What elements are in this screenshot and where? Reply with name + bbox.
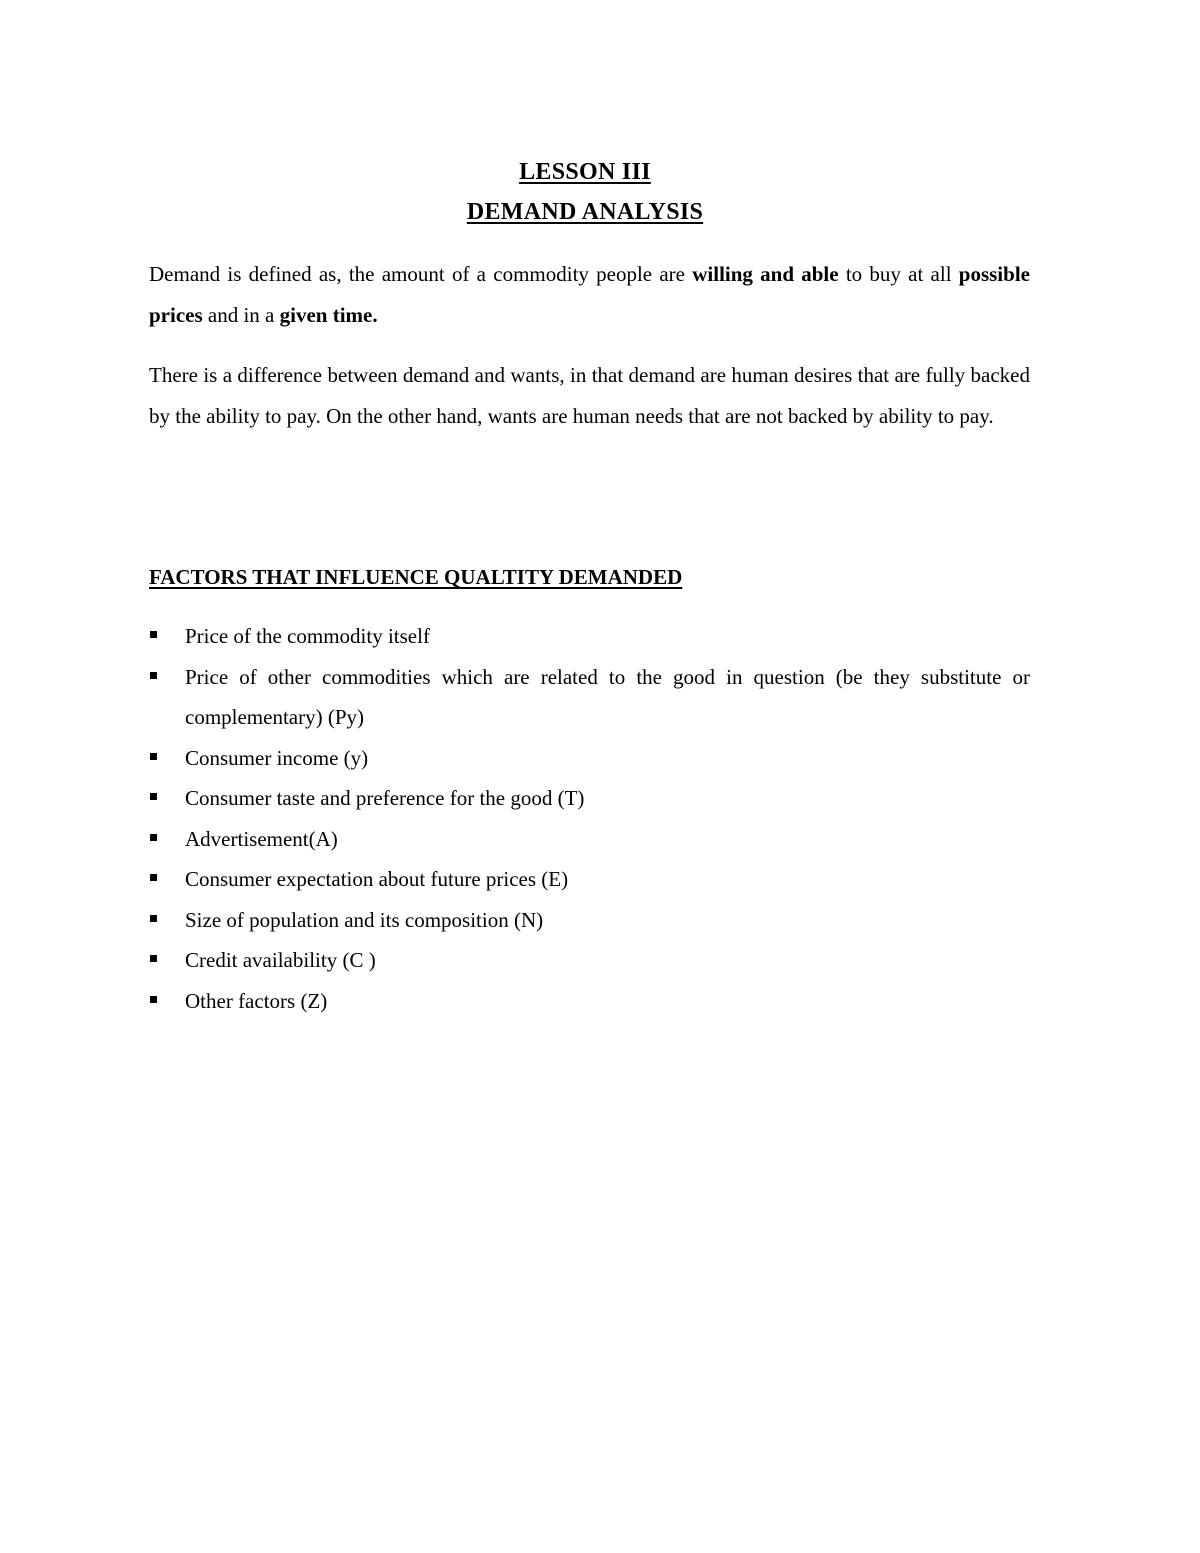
square-bullet-icon	[150, 672, 157, 679]
title-block	[0, 152, 1170, 232]
square-bullet-icon	[150, 955, 157, 962]
square-bullet-icon	[150, 631, 157, 638]
definition-emphasis-1: willing and able	[692, 262, 839, 286]
square-bullet-icon	[150, 996, 157, 1003]
square-bullet-icon	[150, 874, 157, 881]
definition-text-3: and in a	[202, 302, 280, 327]
list-item-text: Consumer taste and preference for the good (T)	[185, 786, 585, 810]
list-item	[149, 738, 1030, 779]
list-item-text: Consumer expectation about future prices (E)	[185, 867, 569, 891]
factors-heading: FACTORS THAT INFLUENCE QUALTITY DEMANDED	[149, 565, 683, 589]
definition-emphasis-3: given time.	[279, 302, 378, 327]
square-bullet-icon	[150, 793, 157, 800]
definition-paragraph	[149, 254, 1030, 335]
difference-paragraph: There is a difference between demand and wants, in that demand are human desires that are fully backed by the ability to pay. On the other hand, wants are human needs that are not backed by ability to pay.	[149, 363, 1030, 428]
definition-text-2: to buy at all	[838, 262, 959, 286]
list-item-text: Other factors (Z)	[185, 988, 328, 1013]
list-item	[149, 900, 1030, 941]
list-item-text: Price of other commodities which are related to the good in question (be they substitute or complementary) (Py)	[185, 664, 1030, 729]
list-item	[149, 940, 1030, 981]
list-item-text: Consumer income (y)	[185, 745, 369, 770]
list-item	[149, 616, 1030, 657]
lesson-title: LESSON III	[519, 159, 651, 185]
list-item	[149, 657, 1030, 738]
definition-text-1: Demand is defined as, the amount of a commodity people are	[149, 262, 693, 286]
list-item	[149, 819, 1030, 860]
factors-list	[149, 616, 1030, 1021]
list-item	[149, 859, 1030, 900]
list-item	[149, 778, 1030, 819]
list-item-text: Advertisement(A)	[185, 826, 338, 851]
square-bullet-icon	[150, 753, 157, 760]
square-bullet-icon	[150, 834, 157, 841]
square-bullet-icon	[150, 915, 157, 922]
definition-emphasis-2: possible prices	[149, 262, 1030, 327]
lesson-subtitle: DEMAND ANALYSIS	[466, 199, 704, 225]
list-item	[149, 981, 1030, 1022]
list-item-text: Price of the commodity itself	[185, 624, 430, 648]
list-item-text: Size of population and its composition (N)	[185, 907, 544, 932]
list-item-text: Credit availability (C )	[185, 948, 376, 972]
